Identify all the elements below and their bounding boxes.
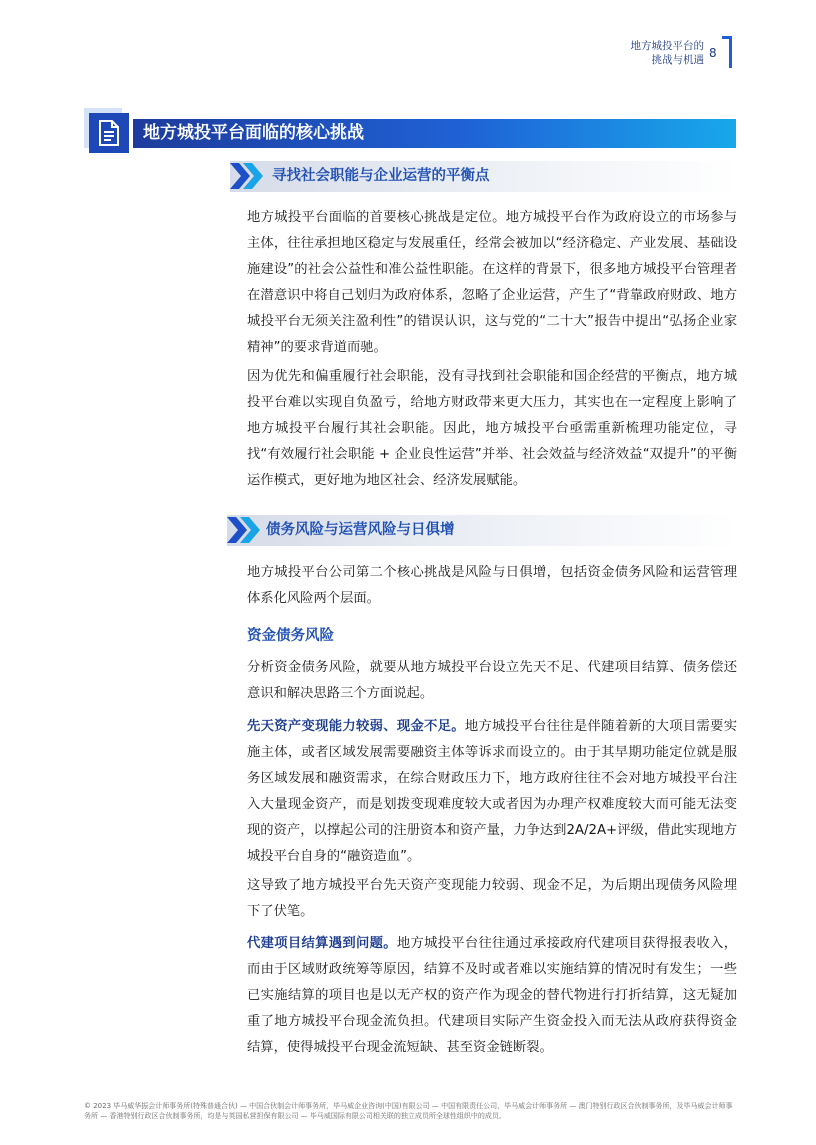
page-number-bracket bbox=[722, 36, 732, 68]
project-settlement-text: 地方城投平台往往通过承接政府代建项目获得报表收入，而由于区域财政统筹等原因，结算不及时或者难以实施结算的情况时有发生；一些已实施结算的项目也是以无产权的资产作为现金的替代物进行打折结算，这无疑加重了地方城投平台现金流负担。代建项目实际产生资金投入而无法从政府获得资金结算，使得城投平台现金流短缺、甚至资金链断裂。 bbox=[247, 936, 738, 1055]
asset-liquidity-lead: 先天资产变现能力较弱、现金不足。 bbox=[247, 719, 465, 734]
paragraph-risk-intro: 地方城投平台公司第二个核心挑战是风险与日俱增，包括资金债务风险和运营管理体系化风险两个层面。 bbox=[247, 565, 737, 606]
double-chevron-icon bbox=[227, 517, 263, 543]
paragraph-asset-liquidity bbox=[247, 714, 737, 870]
paragraph-project-settlement bbox=[247, 931, 737, 1061]
document-icon bbox=[89, 113, 129, 153]
heading-debt-risk: 资金债务风险 bbox=[247, 628, 334, 644]
subheading-1-title: 寻找社会职能与企业运营的平衡点 bbox=[272, 168, 490, 184]
subheading-2-title: 债务风险与运营风险与日俱增 bbox=[266, 522, 455, 538]
project-settlement-lead: 代建项目结算遇到问题。 bbox=[247, 936, 397, 951]
paragraph-balance: 因为优先和偏重履行社会职能，没有寻找到社会职能和国企经营的平衡点，地方城投平台难以实现自负盈亏，给地方财政带来更大压力，其实也在一定程度上影响了地方城投平台履行其社会职能。因此，地方城投平台亟需重新梳理功能定位，寻找“有效履行社会职能 + 企业良性运营”并举、社会效益与经济效益“双提升”的平衡运作模式，更好地为地区社会、经济发展赋能。 bbox=[247, 369, 737, 488]
paragraph-debt-analysis: 分析资金债务风险，就要从地方城投平台设立先天不足、代建项目结算、债务偿还意识和解决思路三个方面说起。 bbox=[247, 660, 737, 701]
running-header-line1: 地方城投平台的 bbox=[630, 40, 704, 52]
asset-liquidity-text: 地方城投平台往往是伴随着新的大项目需要实施主体，或者区域发展需要融资主体等诉求而设立的。由于其早期功能定位就是服务区域发展和融资需求，在综合财政压力下，地方政府往往不会对地方城投平台注入大量现金资产，而是划拨变现难度较大或者因为办理产权难度较大而可能无法变现的资产，以撑起公司的注册资本和资产量，力争达到2A/2A+评级，借此实现地方城投平台自身的“融资造血”。 bbox=[247, 719, 737, 864]
running-header bbox=[631, 39, 705, 67]
paragraph-positioning: 地方城投平台面临的首要核心挑战是定位。地方城投平台作为政府设立的市场参与主体，往往承担地区稳定与发展重任，经常会被加以“经济稳定、产业发展、基础设施建设”的社会公益性和准公益性职能。在这样的背景下，很多地方城投平台管理者在潜意识中将自己划归为政府体系，忽略了企业运营，产生了“背靠政府财政、地方城投平台无须关注盈利性”的错误认识，这与党的“二十大”报告中提出“弘扬企业家精神”的要求背道而驰。 bbox=[247, 210, 737, 355]
legal-footer: © 2023 毕马威华振会计师事务所(特殊普通合伙) — 中国合伙制会计师事务所，毕马威企业咨询(中国)有限公司 — 中国有限责任公司，毕马威会计师事务所 — 澳门特别行政区合伙制事务所，及毕马威会计师事务所 — 香港特别行政区合伙制事务所，均是与英国私营担保有限公司 — 毕马威国际有限公司相关联的独立成员所全球性组织中的成员。 bbox=[84, 1102, 733, 1120]
page-number: 8 bbox=[709, 46, 717, 60]
double-chevron-icon bbox=[230, 163, 266, 189]
section-title: 地方城投平台面临的核心挑战 bbox=[143, 123, 364, 143]
paragraph-result: 这导致了地方城投平台先天资产变现能力较弱、现金不足，为后期出现债务风险埋下了伏笔。 bbox=[247, 878, 737, 919]
running-header-line2: 挑战与机遇 bbox=[651, 54, 704, 66]
